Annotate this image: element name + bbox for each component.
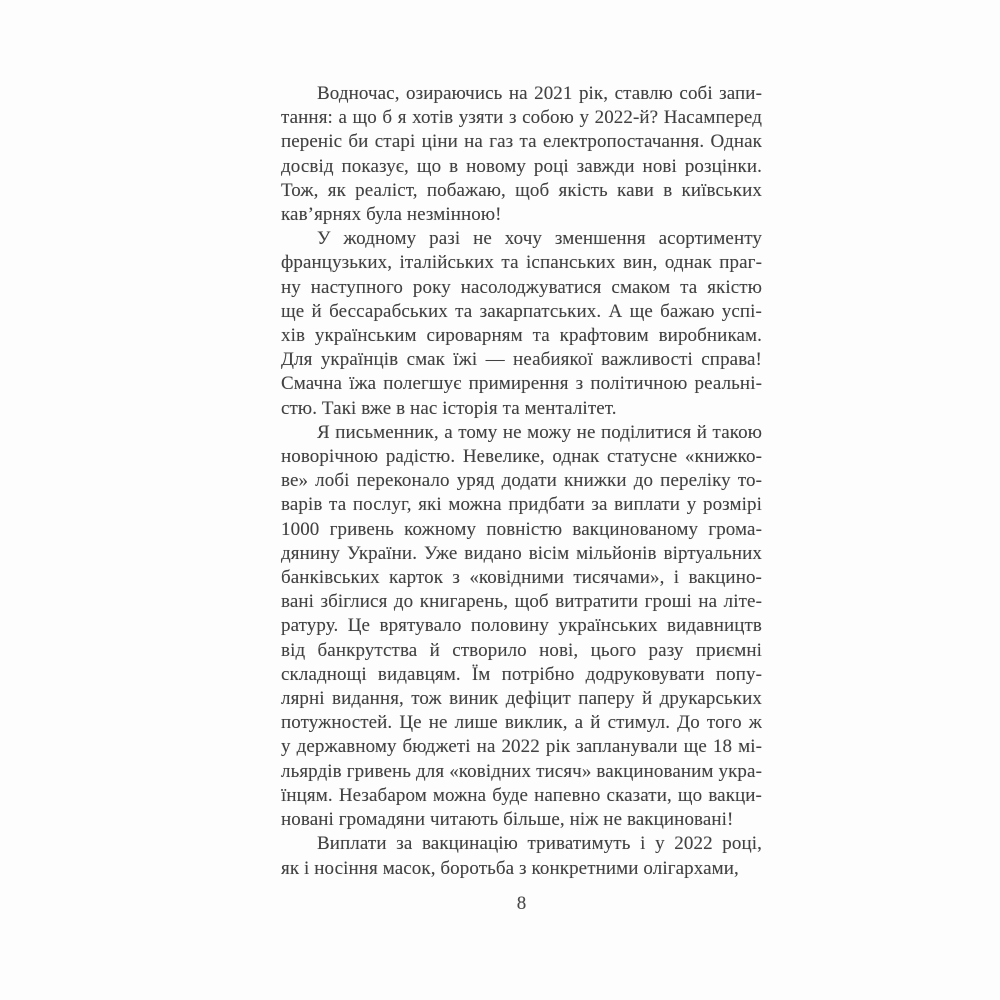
text-line-p3-l10: від банкрутства й створило нові, цього разу приємні — [281, 639, 762, 661]
text-line-p4-l2: як і носіння масок, боротьба з конкретними олігархами, — [281, 857, 739, 879]
text-line-p3-l7: банківських карток з «ковідними тисячами», і вакцино- — [281, 567, 762, 589]
text-line-p2-l5: хів українським сироварням та крафтовим виробникам. — [281, 325, 762, 347]
text-line-p3-l9: ратуру. Це врятувало половину українських видавництв — [281, 615, 762, 637]
text-line-p3-l17: новані громадяни читають більше, ніж не вакциновані! — [281, 809, 734, 831]
text-line-p1-l3: переніс би старі ціни на газ та електропостачання. Однак — [281, 131, 762, 153]
text-line-p3-l15: льярдів гривень для «ковідних тисяч» вакцинованим укра- — [281, 760, 762, 782]
text-line-p2-l2: французьких, італійських та іспанських вин, однак праг- — [281, 252, 762, 274]
text-line-p2-l1: У жодному разі не хочу зменшення асортименту — [317, 228, 762, 250]
text-line-p3-l11: складнощі видавцям. Їм потрібно додруковувати попу- — [281, 663, 762, 685]
text-line-p4-l1: Виплати за вакцинацію триватимуть і у 2022 році, — [317, 833, 762, 855]
text-line-p3-l4: варів та послуг, які можна придбати за виплати у розмірі — [281, 494, 762, 516]
text-line-p3-l5: 1000 гривень кожному повністю вакцинованому грома- — [281, 518, 762, 540]
text-line-p1-l1: Водночас, озираючись на 2021 рік, ставлю собі запи- — [317, 83, 762, 104]
text-line-p2-l6: Для українців смак їжі — неабиякої важливості справа! — [281, 349, 762, 371]
text-line-p3-l1: Я письменник, а тому не можу не поділитися й такою — [317, 421, 762, 443]
text-line-p3-l14: у державному бюджеті на 2022 рік запланували ще 18 мі- — [281, 736, 762, 758]
text-line-p3-l2: новорічною радістю. Невелике, однак статусне «книжко- — [281, 446, 762, 468]
text-line-p1-l2: тання: а що б я хотів узяти з собою у 2022-й? Насамперед — [281, 107, 762, 129]
text-line-p1-l4: досвід показує, що в новому році завжди нові розцінки. — [281, 155, 762, 177]
text-line-p3-l3: ве» лобі переконало уряд додати книжки до переліку то- — [281, 470, 762, 492]
text-line-p3-l13: потужностей. Це не лише виклик, а й стимул. До того ж — [281, 712, 762, 734]
text-line-p2-l7: Смачна їжа полегшує примирення з політичною реальні- — [281, 373, 762, 395]
text-line-p3-l6: дянину України. Уже видано вісім мільйонів віртуальних — [281, 542, 762, 564]
text-block — [281, 82, 762, 881]
text-line-p3-l8: вані збіглися до книгарень, щоб витратити гроші на літе- — [281, 591, 762, 613]
text-line-p2-l8: стю. Такі вже в нас історія та менталітет. — [281, 397, 617, 419]
text-line-p2-l3: ну наступного року насолоджуватися смаком та якістю — [281, 276, 762, 298]
text-line-p3-l12: лярні видання, тож виник дефіцит паперу й друкарських — [281, 688, 762, 710]
page-number: 8 — [516, 893, 527, 914]
text-line-p1-l6: кав’ярнях була незмінною! — [281, 204, 502, 226]
text-line-p2-l4: ще й бессарабських та закарпатських. А ще бажаю успі- — [281, 300, 762, 322]
text-line-p1-l5: Тож, як реаліст, побажаю, щоб якість кави в київських — [281, 179, 762, 201]
text-line-p3-l16: їнцям. Незабаром можна буде напевно сказати, що вакци- — [281, 784, 762, 806]
